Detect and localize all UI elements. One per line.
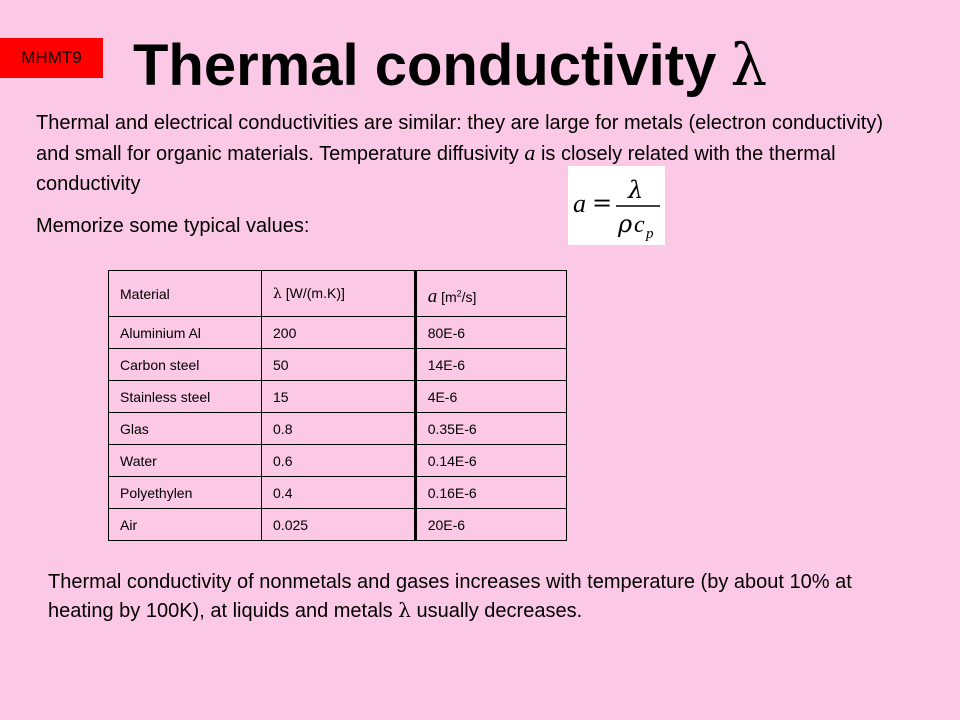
formula-numerator: λ (628, 176, 644, 204)
cell-material: Carbon steel (109, 349, 262, 381)
cell-material: Aluminium Al (109, 317, 262, 349)
memorize-text: Memorize some typical values: (36, 215, 310, 237)
table-row (109, 349, 567, 381)
table-row (109, 413, 567, 445)
cell-diffusivity: 4E-6 (415, 381, 566, 413)
table-row (109, 317, 567, 349)
table-row (109, 445, 567, 477)
intro-diffusivity-symbol: a (524, 140, 536, 165)
header-a-unit-exp: 2 (456, 287, 462, 298)
cell-diffusivity: 0.14E-6 (415, 445, 566, 477)
formula-den-subscript: p (646, 226, 654, 242)
cell-lambda: 0.025 (262, 509, 416, 541)
intro-paragraph (36, 108, 906, 199)
intro-text-2: is closely related with the thermal conductivity (36, 143, 836, 195)
cell-material: Polyethylen (109, 477, 262, 509)
formula-den-c: c (634, 212, 645, 238)
header-lambda-unit: [W/(m.K)] (285, 285, 345, 301)
cell-material: Stainless steel (109, 381, 262, 413)
title-lambda-symbol: λ (730, 31, 768, 99)
cell-diffusivity: 80E-6 (415, 317, 566, 349)
cell-diffusivity: 0.35E-6 (415, 413, 566, 445)
cell-lambda: 0.6 (262, 445, 416, 477)
outro-lambda-symbol: λ (398, 598, 411, 622)
cell-lambda: 0.8 (262, 413, 416, 445)
header-material: Material (109, 271, 262, 317)
table-row (109, 509, 567, 541)
outro-text-2: usually decreases. (416, 600, 583, 622)
cell-material: Water (109, 445, 262, 477)
header-diffusivity (415, 271, 566, 317)
cell-lambda: 15 (262, 381, 416, 413)
intro-text-1: Thermal and electrical conductivities are similar: they are large for metals (electron conductivity) and small for organic materials. Temperature diffusivity (36, 112, 884, 165)
cell-material: Glas (109, 413, 262, 445)
title-text: Thermal conductivity (133, 33, 717, 98)
slide-title (133, 30, 767, 101)
header-lambda-symbol: λ (273, 286, 282, 302)
cell-diffusivity: 0.16E-6 (415, 477, 566, 509)
formula-equals: = (592, 189, 613, 217)
conductivity-table (108, 270, 567, 541)
diffusivity-formula (568, 166, 665, 245)
cell-lambda: 0.4 (262, 477, 416, 509)
cell-diffusivity: 14E-6 (415, 349, 566, 381)
cell-lambda: 200 (262, 317, 416, 349)
table-header-row (109, 271, 567, 317)
header-a-unit-post: /s] (461, 288, 477, 305)
header-a-unit-pre: [m (441, 288, 457, 305)
table-row (109, 381, 567, 413)
formula-lhs: a (573, 189, 586, 218)
cell-material: Air (109, 509, 262, 541)
outro-paragraph (48, 568, 908, 625)
table-row (109, 477, 567, 509)
formula-graphic (568, 166, 665, 245)
header-a-symbol: a (427, 285, 438, 307)
cell-lambda: 50 (262, 349, 416, 381)
formula-den-rho: ρ (618, 210, 633, 238)
cell-diffusivity: 20E-6 (415, 509, 566, 541)
slide-id-badge: MHMT9 (0, 38, 103, 78)
outro-text-1: Thermal conductivity of nonmetals and gases increases with temperature (by about 10% at heating by 100K), at liquids and metals (48, 571, 852, 622)
header-lambda (262, 271, 416, 317)
